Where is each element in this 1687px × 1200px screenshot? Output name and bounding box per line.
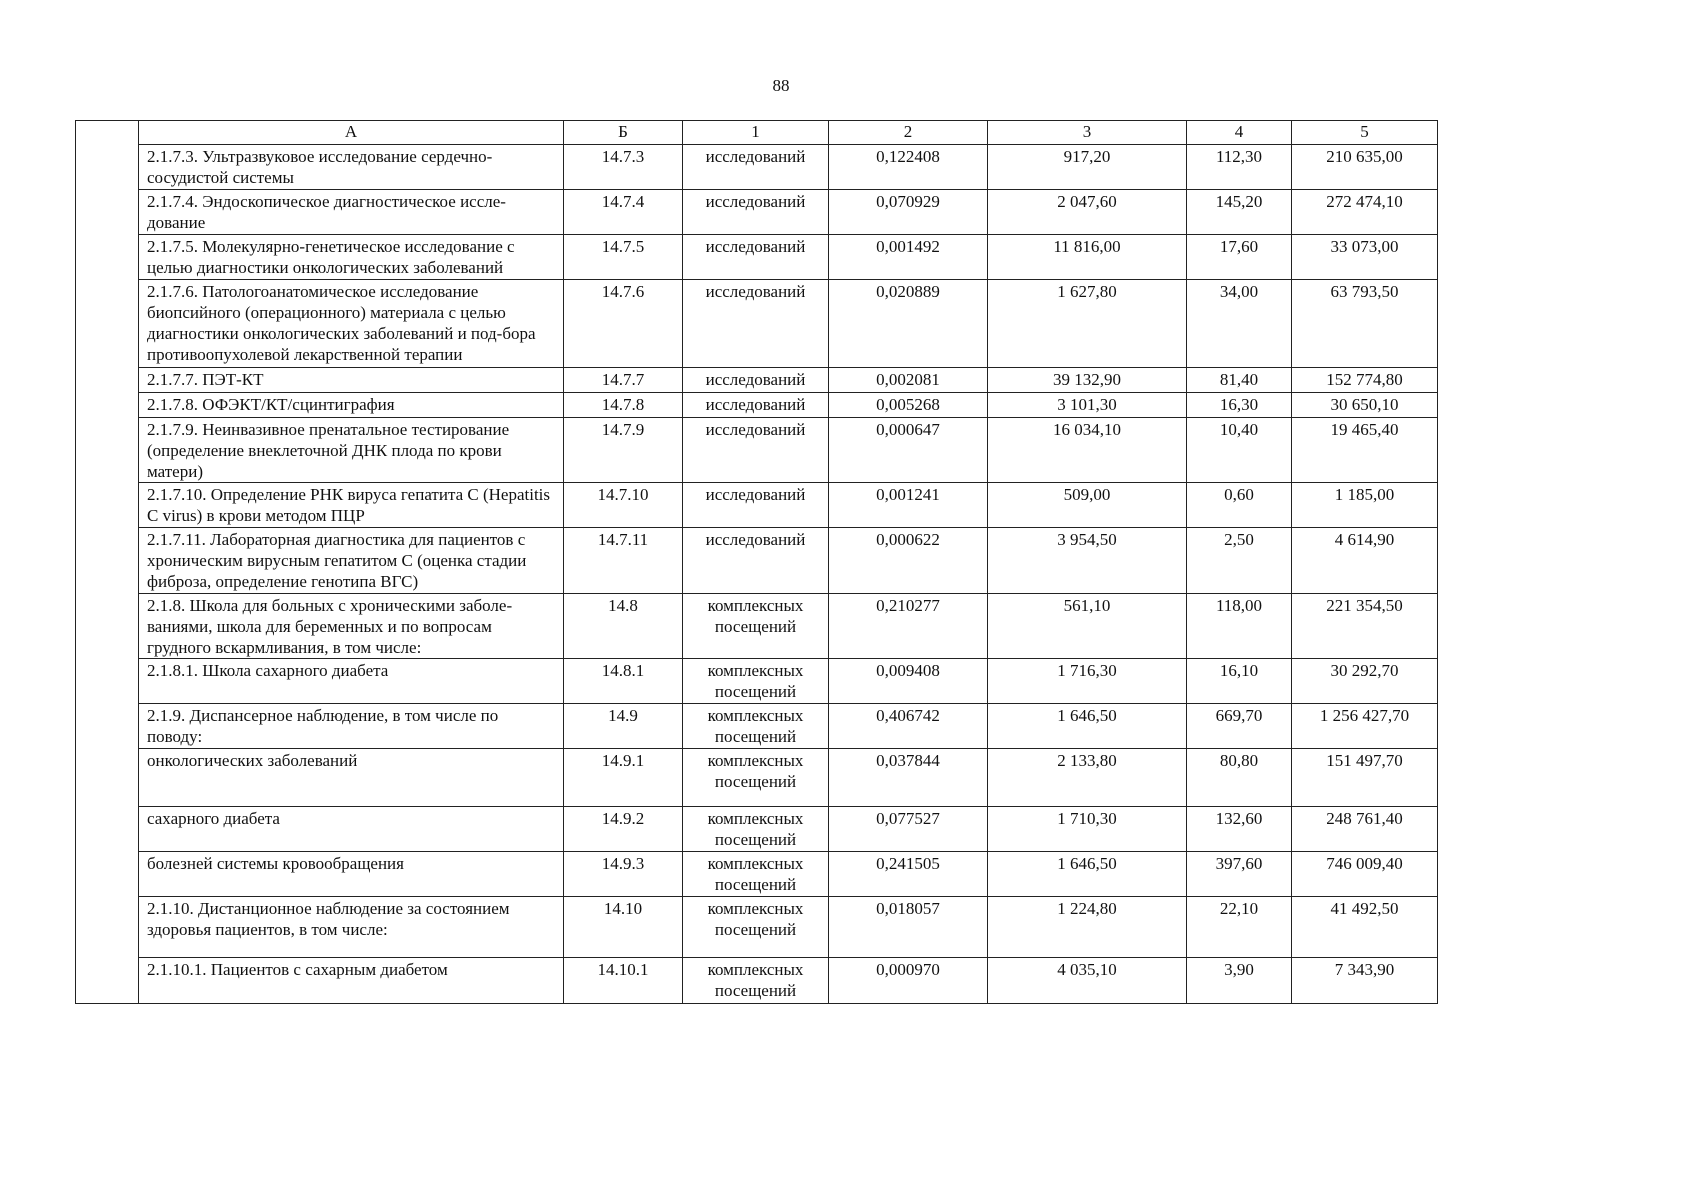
blank-cell — [76, 418, 139, 483]
row-code: 14.9.1 — [564, 749, 683, 807]
row-value-2: 0,018057 — [829, 897, 988, 958]
row-value-3: 1 646,50 — [988, 704, 1187, 749]
row-code: 14.7.3 — [564, 145, 683, 190]
row-value-2: 0,009408 — [829, 659, 988, 704]
blank-cell — [76, 852, 139, 897]
row-unit: исследований — [683, 483, 829, 528]
row-value-4: 3,90 — [1187, 958, 1292, 1004]
row-value-2: 0,005268 — [829, 393, 988, 418]
row-label: 2.1.8.1. Школа сахарного диабета — [139, 659, 564, 704]
table-row — [76, 280, 1438, 368]
blank-cell — [76, 704, 139, 749]
row-value-3: 1 224,80 — [988, 897, 1187, 958]
row-value-2: 0,000970 — [829, 958, 988, 1004]
row-value-5: 1 256 427,70 — [1292, 704, 1438, 749]
row-value-2: 0,122408 — [829, 145, 988, 190]
blank-cell — [76, 807, 139, 852]
row-value-4: 81,40 — [1187, 368, 1292, 393]
row-label: болезней системы кровообращения — [139, 852, 564, 897]
row-value-5: 4 614,90 — [1292, 528, 1438, 594]
blank-cell — [76, 190, 139, 235]
header-cell: 1 — [683, 121, 829, 145]
row-value-4: 22,10 — [1187, 897, 1292, 958]
blank-cell — [76, 897, 139, 958]
row-value-3: 1 627,80 — [988, 280, 1187, 368]
blank-cell — [76, 528, 139, 594]
row-value-4: 16,10 — [1187, 659, 1292, 704]
blank-cell — [76, 749, 139, 807]
row-code: 14.7.7 — [564, 368, 683, 393]
row-label: 2.1.10. Дистанционное наблюдение за состоянием здоровья пациентов, в том числе: — [139, 897, 564, 958]
row-value-5: 152 774,80 — [1292, 368, 1438, 393]
row-value-4: 112,30 — [1187, 145, 1292, 190]
row-unit: комплексных посещений — [683, 897, 829, 958]
table-row — [76, 897, 1438, 958]
row-value-5: 746 009,40 — [1292, 852, 1438, 897]
row-value-5: 30 650,10 — [1292, 393, 1438, 418]
row-value-4: 80,80 — [1187, 749, 1292, 807]
table-row — [76, 145, 1438, 190]
row-label: 2.1.7.4. Эндоскопическое диагностическое иссле-дование — [139, 190, 564, 235]
row-value-2: 0,000622 — [829, 528, 988, 594]
row-label: 2.1.7.11. Лабораторная диагностика для пациентов с хроническим вирусным гепатитом С (оценка стадии фиброза, определение генотипа ВГС) — [139, 528, 564, 594]
row-code: 14.7.8 — [564, 393, 683, 418]
row-value-5: 248 761,40 — [1292, 807, 1438, 852]
table-row — [76, 528, 1438, 594]
row-value-2: 0,001492 — [829, 235, 988, 280]
blank-cell — [76, 958, 139, 1004]
row-value-4: 16,30 — [1187, 393, 1292, 418]
table-row — [76, 393, 1438, 418]
row-value-2: 0,000647 — [829, 418, 988, 483]
blank-cell — [76, 659, 139, 704]
blank-cell — [76, 280, 139, 368]
row-value-4: 397,60 — [1187, 852, 1292, 897]
row-value-3: 1 646,50 — [988, 852, 1187, 897]
table-row — [76, 659, 1438, 704]
table-row — [76, 418, 1438, 483]
row-value-3: 2 047,60 — [988, 190, 1187, 235]
row-value-5: 210 635,00 — [1292, 145, 1438, 190]
table-row — [76, 235, 1438, 280]
header-cell: Б — [564, 121, 683, 145]
row-value-3: 1 710,30 — [988, 807, 1187, 852]
row-code: 14.7.6 — [564, 280, 683, 368]
row-value-3: 2 133,80 — [988, 749, 1187, 807]
header-cell: 2 — [829, 121, 988, 145]
blank-cell — [76, 483, 139, 528]
table-row — [76, 190, 1438, 235]
row-value-5: 272 474,10 — [1292, 190, 1438, 235]
row-value-3: 3 101,30 — [988, 393, 1187, 418]
blank-cell — [76, 393, 139, 418]
row-value-2: 0,020889 — [829, 280, 988, 368]
row-value-3: 509,00 — [988, 483, 1187, 528]
row-value-3: 4 035,10 — [988, 958, 1187, 1004]
row-unit: исследований — [683, 418, 829, 483]
header-cell: 4 — [1187, 121, 1292, 145]
row-unit: исследований — [683, 528, 829, 594]
blank-cell — [76, 594, 139, 659]
row-unit: комплексных посещений — [683, 659, 829, 704]
row-unit: исследований — [683, 235, 829, 280]
table-row — [76, 852, 1438, 897]
header-cell: А — [139, 121, 564, 145]
row-value-5: 1 185,00 — [1292, 483, 1438, 528]
row-value-5: 63 793,50 — [1292, 280, 1438, 368]
row-value-4: 0,60 — [1187, 483, 1292, 528]
row-unit: комплексных посещений — [683, 807, 829, 852]
table-row — [76, 594, 1438, 659]
table-row — [76, 958, 1438, 1004]
row-label: 2.1.7.9. Неинвазивное пренатальное тестирование (определение внеклеточной ДНК плода по крови матери) — [139, 418, 564, 483]
row-value-4: 34,00 — [1187, 280, 1292, 368]
row-value-5: 33 073,00 — [1292, 235, 1438, 280]
row-value-4: 118,00 — [1187, 594, 1292, 659]
table-row — [76, 704, 1438, 749]
row-value-3: 917,20 — [988, 145, 1187, 190]
row-label: сахарного диабета — [139, 807, 564, 852]
row-unit: комплексных посещений — [683, 749, 829, 807]
table-row — [76, 749, 1438, 807]
row-label: 2.1.7.8. ОФЭКТ/КТ/сцинтиграфия — [139, 393, 564, 418]
row-code: 14.10.1 — [564, 958, 683, 1004]
row-unit: комплексных посещений — [683, 958, 829, 1004]
blank-cell — [76, 145, 139, 190]
row-value-4: 17,60 — [1187, 235, 1292, 280]
table-body — [76, 121, 1438, 1004]
row-value-5: 19 465,40 — [1292, 418, 1438, 483]
row-value-4: 145,20 — [1187, 190, 1292, 235]
blank-cell — [76, 121, 139, 145]
row-unit: исследований — [683, 190, 829, 235]
header-cell: 3 — [988, 121, 1187, 145]
row-value-5: 30 292,70 — [1292, 659, 1438, 704]
row-value-5: 221 354,50 — [1292, 594, 1438, 659]
row-label: 2.1.7.10. Определение РНК вируса гепатита С (Hepatitis C virus) в крови методом ПЦР — [139, 483, 564, 528]
row-value-2: 0,406742 — [829, 704, 988, 749]
data-table — [75, 120, 1438, 1004]
row-unit: исследований — [683, 280, 829, 368]
row-unit: комплексных посещений — [683, 594, 829, 659]
row-value-3: 16 034,10 — [988, 418, 1187, 483]
row-value-2: 0,210277 — [829, 594, 988, 659]
row-code: 14.8 — [564, 594, 683, 659]
row-unit: исследований — [683, 368, 829, 393]
row-value-5: 41 492,50 — [1292, 897, 1438, 958]
blank-cell — [76, 235, 139, 280]
page-number: 88 — [772, 76, 790, 95]
row-label: 2.1.10.1. Пациентов с сахарным диабетом — [139, 958, 564, 1004]
row-code: 14.10 — [564, 897, 683, 958]
row-value-3: 1 716,30 — [988, 659, 1187, 704]
row-code: 14.7.4 — [564, 190, 683, 235]
row-value-3: 11 816,00 — [988, 235, 1187, 280]
row-value-2: 0,070929 — [829, 190, 988, 235]
row-unit: комплексных посещений — [683, 704, 829, 749]
row-code: 14.9.2 — [564, 807, 683, 852]
table-row — [76, 807, 1438, 852]
row-value-4: 2,50 — [1187, 528, 1292, 594]
row-unit: исследований — [683, 145, 829, 190]
row-value-2: 0,002081 — [829, 368, 988, 393]
row-label: 2.1.7.7. ПЭТ-КТ — [139, 368, 564, 393]
row-value-2: 0,241505 — [829, 852, 988, 897]
row-code: 14.8.1 — [564, 659, 683, 704]
row-value-5: 7 343,90 — [1292, 958, 1438, 1004]
row-code: 14.7.10 — [564, 483, 683, 528]
row-label: 2.1.9. Диспансерное наблюдение, в том числе по поводу: — [139, 704, 564, 749]
row-value-3: 561,10 — [988, 594, 1187, 659]
header-cell: 5 — [1292, 121, 1438, 145]
blank-cell — [76, 368, 139, 393]
row-label: онкологических заболеваний — [139, 749, 564, 807]
row-label: 2.1.7.5. Молекулярно-генетическое исследование с целью диагностики онкологических заболеваний — [139, 235, 564, 280]
row-label: 2.1.8. Школа для больных с хроническими заболе-ваниями, школа для беременных и по вопросам грудного вскармливания, в том числе: — [139, 594, 564, 659]
row-code: 14.7.5 — [564, 235, 683, 280]
row-code: 14.9.3 — [564, 852, 683, 897]
row-value-3: 39 132,90 — [988, 368, 1187, 393]
row-unit: комплексных посещений — [683, 852, 829, 897]
table-row — [76, 368, 1438, 393]
row-value-5: 151 497,70 — [1292, 749, 1438, 807]
row-value-3: 3 954,50 — [988, 528, 1187, 594]
row-unit: исследований — [683, 393, 829, 418]
row-value-2: 0,001241 — [829, 483, 988, 528]
row-label: 2.1.7.6. Патологоанатомическое исследование биопсийного (операционного) материала с целью диагностики онкологических заболеваний и под-бора противоопухолевой лекарственной терапии — [139, 280, 564, 368]
row-code: 14.7.11 — [564, 528, 683, 594]
row-value-4: 10,40 — [1187, 418, 1292, 483]
row-code: 14.9 — [564, 704, 683, 749]
row-value-4: 132,60 — [1187, 807, 1292, 852]
row-value-2: 0,077527 — [829, 807, 988, 852]
row-value-4: 669,70 — [1187, 704, 1292, 749]
header-row — [76, 121, 1438, 145]
row-code: 14.7.9 — [564, 418, 683, 483]
row-value-2: 0,037844 — [829, 749, 988, 807]
table-row — [76, 483, 1438, 528]
row-label: 2.1.7.3. Ультразвуковое исследование сердечно-сосудистой системы — [139, 145, 564, 190]
